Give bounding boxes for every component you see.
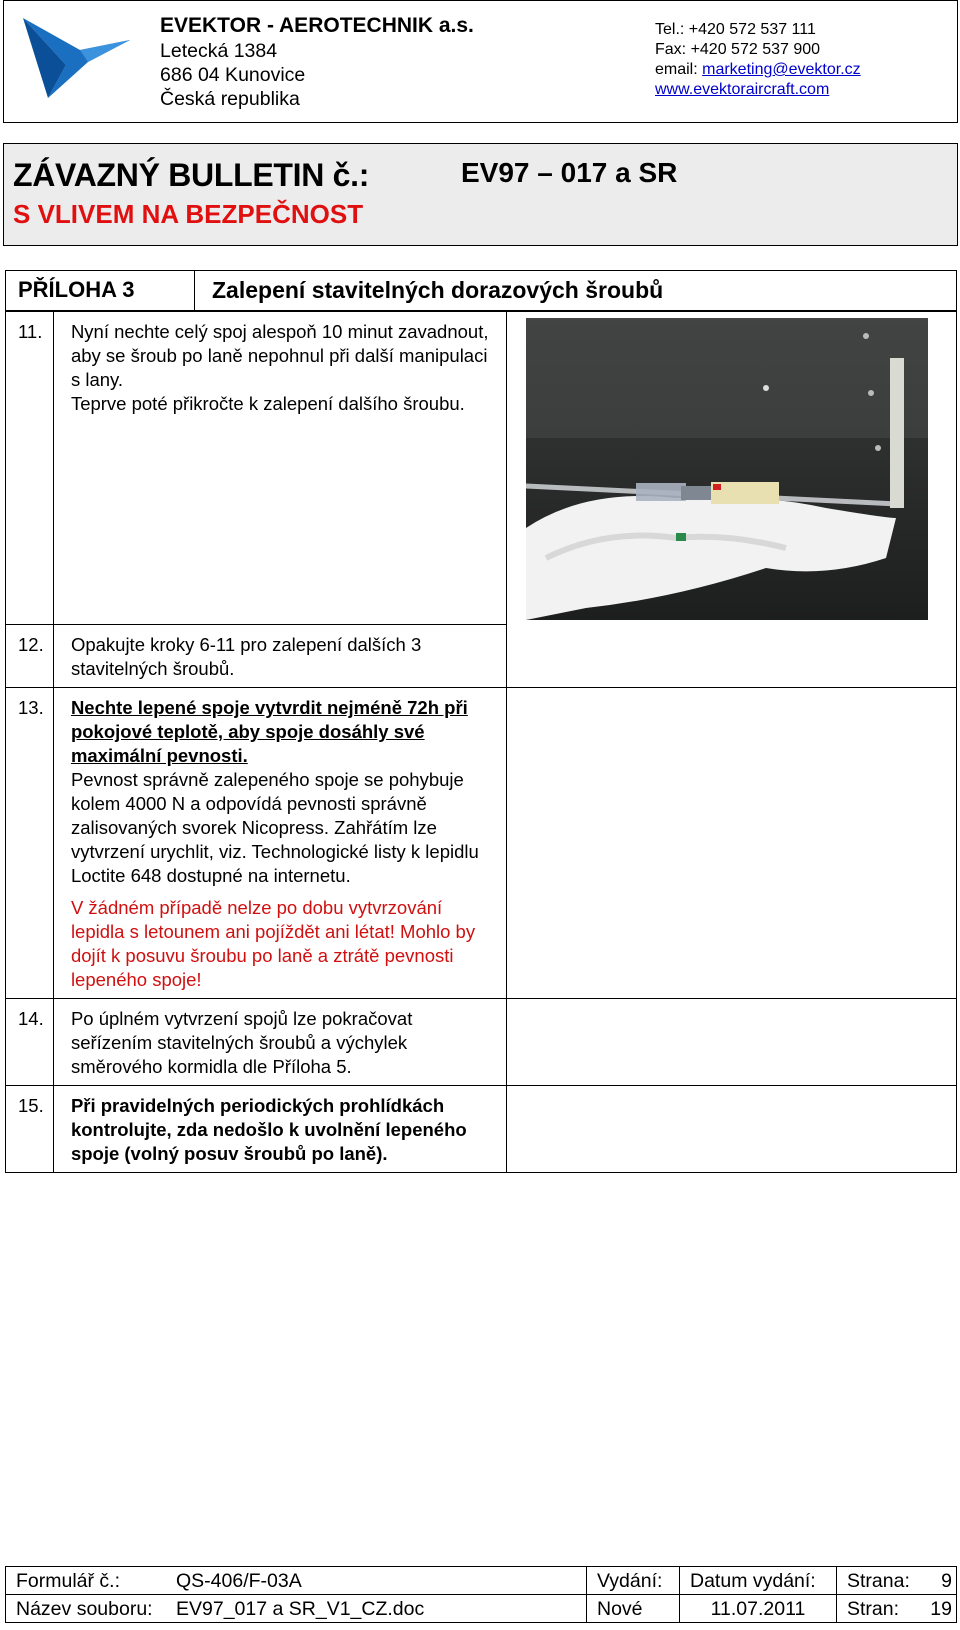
issue-label: Vydání: xyxy=(587,1567,680,1595)
address-street: Letecká 1384 xyxy=(160,40,278,62)
step-row xyxy=(6,312,957,625)
step-11-text: Nyní nechte celý spoj alespoň 10 minut zavadnout, aby se šroub po laně nepohnul při další manipulaci s lany. xyxy=(70,321,489,390)
step-text xyxy=(53,312,506,625)
step-13-warning: V žádném případě nelze po dobu vytvrzování lepidla s letounem ani pojíždět ani létat! Mohlo by dojít k posuvu šroubu po laně a ztrátě pevnosti lepeného spoje! xyxy=(70,897,476,990)
issue-date-label: Datum vydání: xyxy=(680,1567,837,1595)
step-text xyxy=(53,688,506,999)
company-name: EVEKTOR - AEROTECHNIK a.s. xyxy=(160,14,474,37)
page-label: Strana: xyxy=(837,1567,918,1595)
step-13-bold-text: Nechte lepené spoje vytvrdit nejméně 72h při pokojové teplotě, aby spoje dosáhly své maximální pevnosti. xyxy=(70,697,468,766)
procedure-steps xyxy=(5,311,957,1173)
form-number: QS-406/F-03A xyxy=(166,1567,587,1595)
step-row xyxy=(6,1086,957,1173)
bulletin-title: ZÁVAZNÝ BULLETIN č.: xyxy=(13,157,370,193)
annex-label: PŘÍLOHA 3 xyxy=(6,271,195,311)
file-name: EV97_017 a SR_V1_CZ.doc xyxy=(166,1595,587,1623)
bulletin-number: EV97 – 017 a SR xyxy=(461,157,678,188)
annex-title: Zalepení stavitelných dorazových šroubů xyxy=(195,271,957,311)
pages-label: Stran: xyxy=(837,1595,918,1623)
step-number: 15. xyxy=(6,1086,54,1173)
cable-bolt-photo xyxy=(526,318,928,620)
issue-date: 11.07.2011 xyxy=(680,1595,837,1623)
empty-cell xyxy=(507,1086,957,1173)
phone-number: Tel.: +420 572 537 111 xyxy=(655,21,816,38)
step-row xyxy=(6,999,957,1086)
star-logo-icon xyxy=(18,10,133,100)
page-number: 9 xyxy=(917,1567,957,1595)
safety-subtitle: S VLIVEM NA BEZPEČNOST xyxy=(13,199,364,229)
procedure-table xyxy=(5,270,957,311)
step-number: 12. xyxy=(6,625,54,688)
step-number: 13. xyxy=(6,688,54,999)
empty-cell xyxy=(507,688,957,999)
issue-value: Nové xyxy=(587,1595,680,1623)
empty-cell xyxy=(507,999,957,1086)
step-14-text: Po úplném vytvrzení spojů lze pokračovat seřízením stavitelných šroubů a výchylek směrového kormidla dle Příloha 5. xyxy=(53,999,506,1086)
document-footer xyxy=(5,1566,957,1623)
email-label: email: xyxy=(655,61,703,78)
address-city: 686 04 Kunovice xyxy=(160,64,306,86)
step-number: 11. xyxy=(6,312,54,625)
step-15-text: Při pravidelných periodických prohlídkách kontrolujte, zda nedošlo k uvolnění lepeného spoje (volný posuv šroubů po laně). xyxy=(53,1086,506,1173)
form-label: Formulář č.: xyxy=(6,1567,167,1595)
email-line xyxy=(655,60,861,80)
step-13-text: Pevnost správně zalepeného spoje se pohybuje kolem 4000 N a odpovídá pevnosti správně zalisovaných svorek Nicopress. Zahřátím lze vytvrzení urychlit, viz. Technologické listy k lepidlu Loctite 648 dostupné na internetu. xyxy=(70,769,479,886)
page-count: 19 xyxy=(917,1595,957,1623)
fax-number: Fax: +420 572 537 900 xyxy=(655,41,821,58)
address-country: Česká republika xyxy=(160,88,300,110)
email-link[interactable]: marketing@evektor.cz xyxy=(702,61,861,78)
step-number: 14. xyxy=(6,999,54,1086)
website-link[interactable]: www.evektoraircraft.com xyxy=(655,81,830,98)
step-12-text: Opakujte kroky 6-11 pro zalepení dalších 3 stavitelných šroubů. xyxy=(53,625,506,688)
step-row xyxy=(6,688,957,999)
step-11-followup: Teprve poté přikročte k zalepení dalšího šroubu. xyxy=(70,393,465,414)
photo-cell xyxy=(507,312,957,688)
file-label: Název souboru: xyxy=(6,1595,167,1623)
annex-header-row xyxy=(6,271,957,311)
